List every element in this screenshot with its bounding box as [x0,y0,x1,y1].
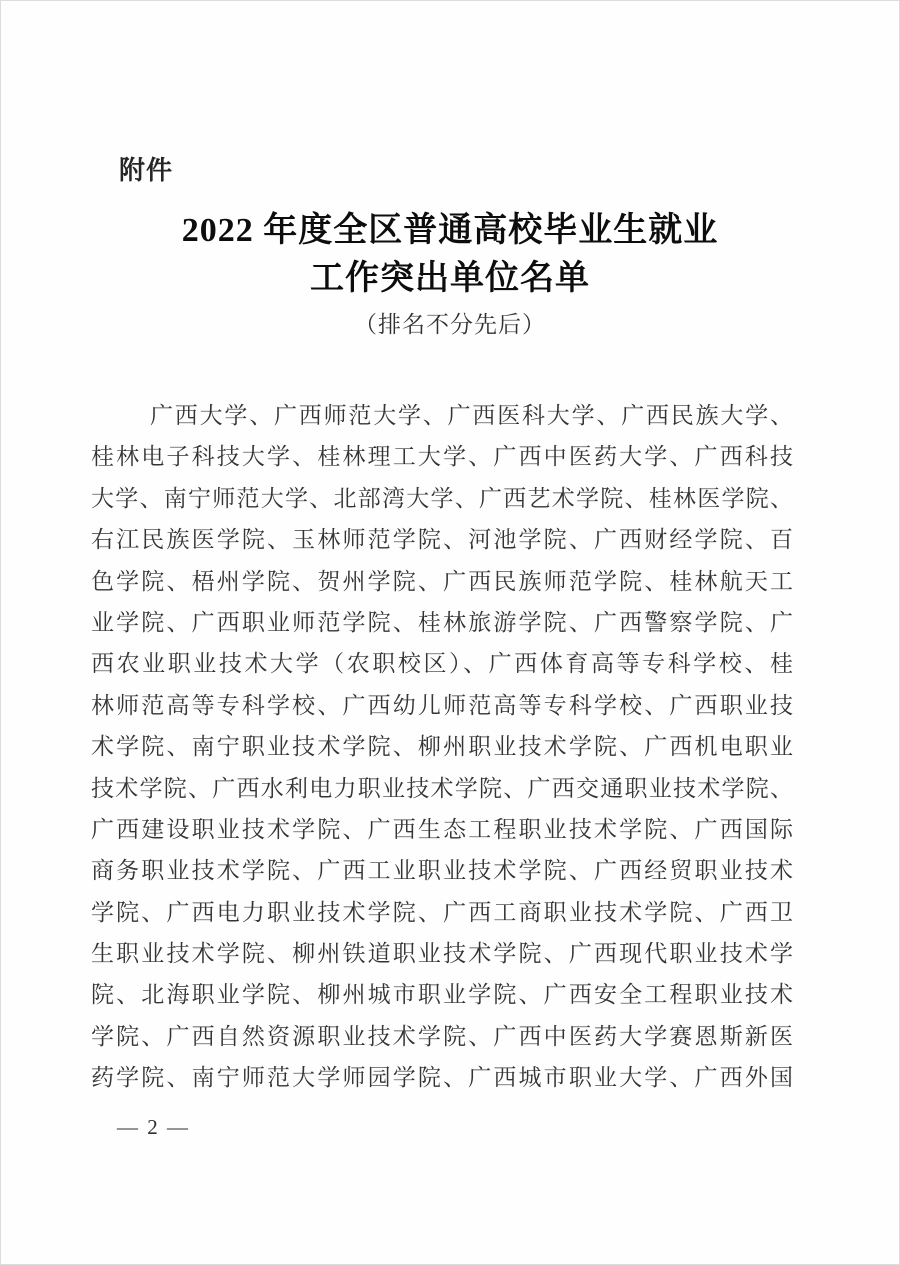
body-text-line: 右江民族医学院、玉林师范学院、河池学院、广西财经学院、百 [91,527,793,553]
body-text-line: 学院、广西自然资源职业技术学院、广西中医药大学赛恩斯新医 [91,1023,793,1049]
document-title-line-1: 2022 年度全区普通高校毕业生就业 [181,212,719,249]
body-text [91,395,793,1099]
body-text-line: 广西建设职业技术学院、广西生态工程职业技术学院、广西国际 [91,816,793,842]
body-text-line: 商务职业技术学院、广西工业职业技术学院、广西经贸职业技术 [91,858,793,884]
body-text-line: 生职业技术学院、柳州铁道职业技术学院、广西现代职业技术学 [91,941,793,967]
body-text-line: 学院、广西电力职业技术学院、广西工商职业技术学院、广西卫 [91,899,793,925]
body-text-line: 色学院、梧州学院、贺州学院、广西民族师范学院、桂林航天工 [91,568,793,594]
document-title [1,207,899,303]
body-text-line: 技术学院、广西水利电力职业技术学院、广西交通职业技术学院、 [91,775,793,801]
body-text-line: 业学院、广西职业师范学院、桂林旅游学院、广西警察学院、广 [91,609,793,635]
ranking-note: （排名不分先后） [354,312,546,337]
body-text-line: 院、北海职业学院、柳州城市职业学院、广西安全工程职业技术 [91,982,793,1008]
body-text-line: 药学院、南宁师范大学师园学院、广西城市职业大学、广西外国 [91,1065,793,1091]
document-title-line-2: 工作突出单位名单 [310,260,590,297]
body-text-line: 林师范高等专科学校、广西幼儿师范高等专科学校、广西职业技 [91,692,793,718]
page-number: — 2 — [117,1115,190,1139]
body-text-line: 大学、南宁师范大学、北部湾大学、广西艺术学院、桂林医学院、 [91,485,793,511]
body-text-line: 术学院、南宁职业技术学院、柳州职业技术学院、广西机电职业 [91,734,793,760]
attachment-label: 附件 [119,155,174,185]
body-text-line: 西农业职业技术大学（农职校区）、广西体育高等专科学校、桂 [91,651,793,677]
body-text-line: 广西大学、广西师范大学、广西医科大学、广西民族大学、 [150,403,793,428]
body-text-line: 桂林电子科技大学、桂林理工大学、广西中医药大学、广西科技 [91,444,793,470]
